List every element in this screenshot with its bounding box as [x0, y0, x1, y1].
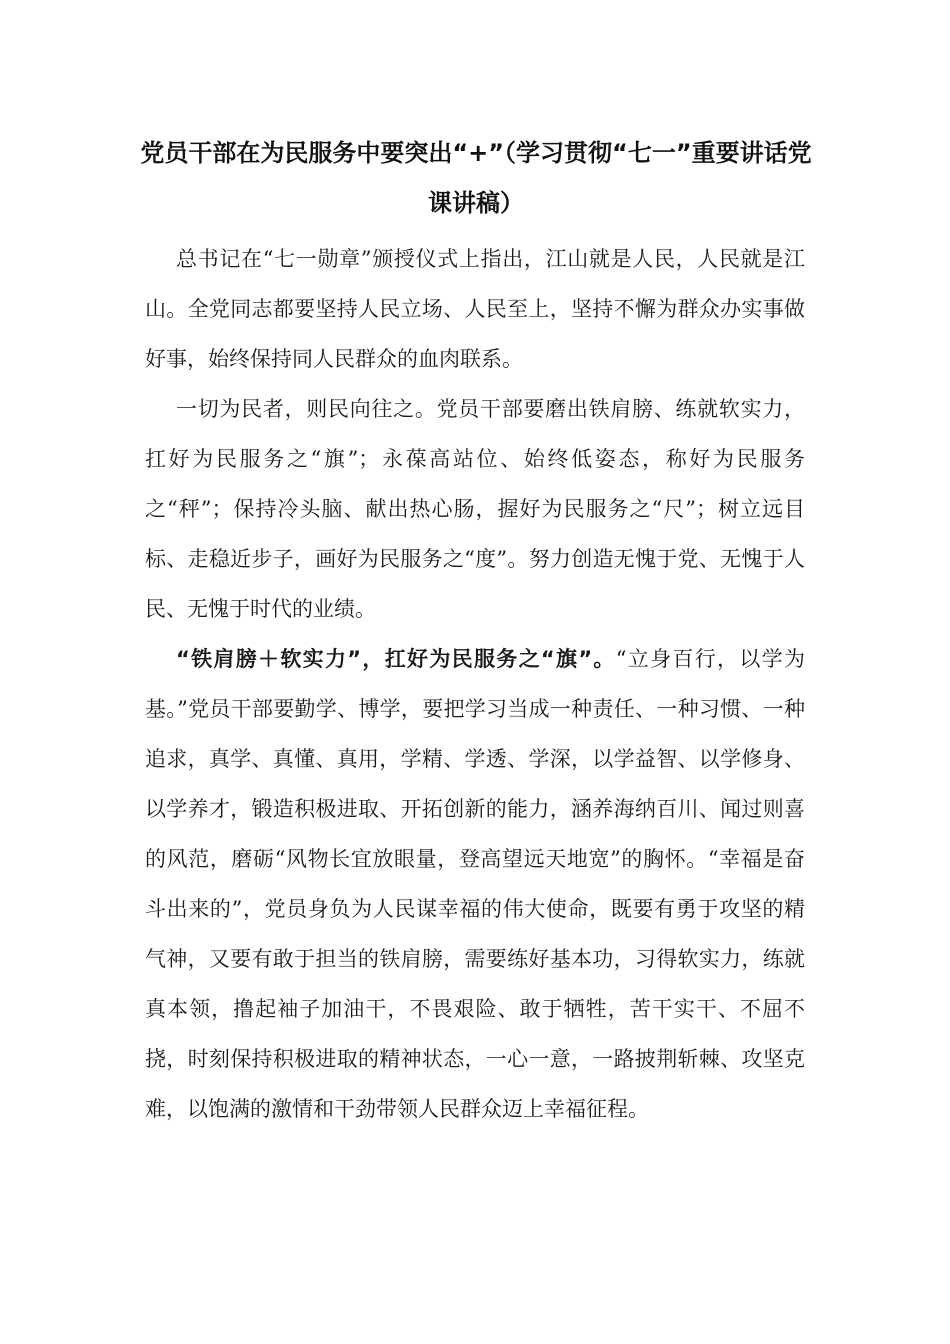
- paragraph-3-text: “立身百行，以学为基。”党员干部要勤学、博学，要把学习当成一种责任、一种习惯、一种追求，真学、真懂、真用，学精、学透、学深，以学益智、以学修身、以学养才，锻造积极进取、开拓创新的能力，涵养海纳百川、闻过则喜的风范，磨砺“风物长宜放眼量，登高望远天地宽”的胸怀。“幸福是奋斗出来的”，党员身负为人民谋幸福的伟大使命，既要有勇于攻坚的精气神，又要有敢于担当的铁肩膀，需要练好基本功，习得软实力，练就真本领，撸起袖子加油干，不畏艰险、敢于牺牲，苦干实干、不屈不挠，时刻保持积极进取的精神状态，一心一意，一路披荆斩棘、攻坚克难，以饱满的激情和干劲带领人民群众迈上幸福征程。: [145, 647, 805, 1121]
- paragraph-1: [145, 234, 805, 384]
- paragraph-3: [145, 634, 805, 1134]
- paragraph-2: [145, 384, 805, 634]
- paragraph-2-text: 一切为民者，则民向往之。党员干部要磨出铁肩膀、练就软实力，扛好为民服务之“旗”；永葆高站位、始终低姿态，称好为民服务之“秤”；保持冷头脑、献出热心肠，握好为民服务之“尺”；树立远目标、走稳近步子，画好为民服务之“度”。努力创造无愧于党、无愧于人民、无愧于时代的业绩。: [145, 397, 805, 621]
- document-title: 党员干部在为民服务中要突出“+”（学习贯彻“七一”重要讲话党课讲稿）: [140, 139, 812, 217]
- paragraph-1-text: 总书记在“七一勋章”颁授仪式上指出，江山就是人民，人民就是江山。全党同志都要坚持人民立场、人民至上，坚持不懈为群众办实事做好事，始终保持同人民群众的血肉联系。: [145, 247, 805, 371]
- section-heading: “铁肩膀＋软实力”，扛好为民服务之“旗”。: [176, 647, 616, 671]
- document-body: [145, 234, 805, 1134]
